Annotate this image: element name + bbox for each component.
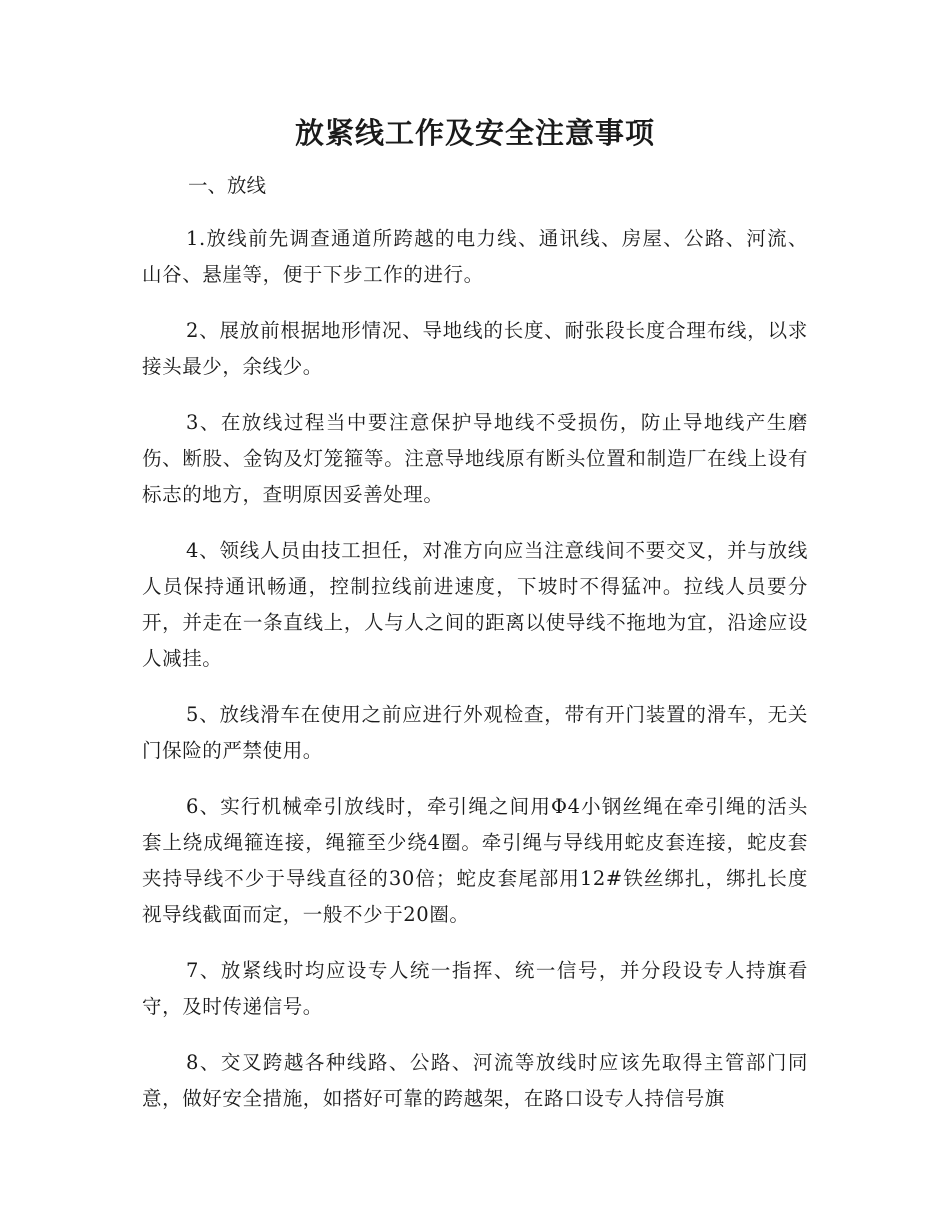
paragraph-4: 4、领线人员由技工担任，对准方向应当注意线间不要交叉，并与放线人员保持通讯畅通，控制拉线前进速度，下坡时不得猛冲。拉线人员要分开，并走在一条直线上，人与人之间的距离以使导线不拖地为宜，沿途应设人减挂。 bbox=[142, 539, 808, 670]
paragraph-8: 8、交叉跨越各种线路、公路、河流等放线时应该先取得主管部门同意，做好安全措施，如搭好可靠的跨越架，在路口设专人持信号旗 bbox=[142, 1051, 808, 1110]
section-heading: 一、放线 bbox=[188, 174, 267, 197]
paragraph-1: 1.放线前先调查通道所跨越的电力线、通讯线、房屋、公路、河流、山谷、悬崖等，便于下步工作的进行。 bbox=[142, 227, 808, 286]
paragraph-3: 3、在放线过程当中要注意保护导地线不受损伤，防止导地线产生磨伤、断股、金钩及灯笼箍等。注意导地线原有断头位置和制造厂在线上设有标志的地方，查明原因妥善处理。 bbox=[142, 411, 808, 506]
paragraph-5: 5、放线滑车在使用之前应进行外观检查，带有开门装置的滑车，无关门保险的严禁使用。 bbox=[142, 703, 808, 762]
paragraph-7: 7、放紧线时均应设专人统一指挥、统一信号，并分段设专人持旗看守，及时传递信号。 bbox=[142, 959, 808, 1018]
paragraph-6: 6、实行机械牵引放线时，牵引绳之间用Φ4小钢丝绳在牵引绳的活头套上绕成绳箍连接，绳箍至少绕4圈。牵引绳与导线用蛇皮套连接，蛇皮套夹持导线不少于导线直径的30倍；蛇皮套尾部用12#铁丝绑扎，绑扎长度视导线截面而定，一般不少于20圈。 bbox=[142, 795, 808, 926]
paragraph-2: 2、展放前根据地形情况、导地线的长度、耐张段长度合理布线，以求接头最少，余线少。 bbox=[142, 319, 808, 378]
document-title: 放紧线工作及安全注意事项 bbox=[294, 116, 655, 150]
